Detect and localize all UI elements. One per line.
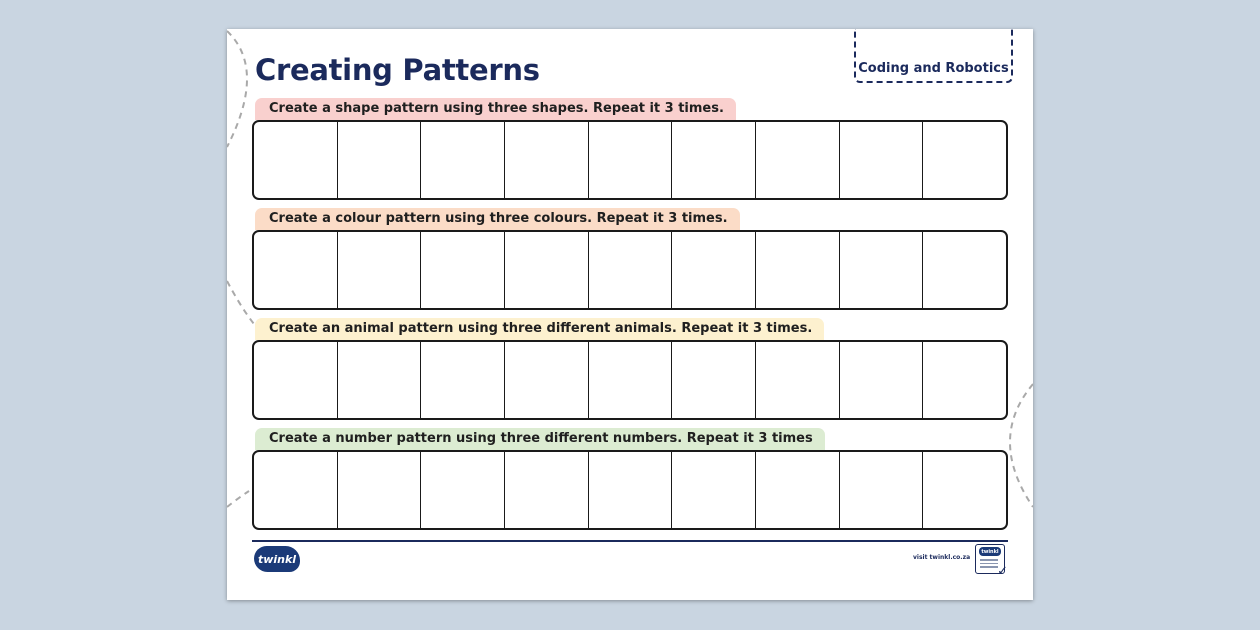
instruction-label: Create a colour pattern using three colours. Repeat it 3 times. bbox=[255, 208, 740, 230]
instruction-label: Create a number pattern using three different numbers. Repeat it 3 times bbox=[255, 428, 825, 450]
answer-box[interactable] bbox=[338, 342, 422, 418]
answer-box[interactable] bbox=[923, 122, 1006, 198]
answer-box[interactable] bbox=[589, 232, 673, 308]
answer-box[interactable] bbox=[672, 232, 756, 308]
answer-box[interactable] bbox=[756, 122, 840, 198]
answer-box[interactable] bbox=[338, 232, 422, 308]
answer-box[interactable] bbox=[338, 452, 422, 528]
answer-box-strip bbox=[252, 340, 1008, 420]
visit-website-text: visit twinkl.co.za bbox=[913, 554, 971, 561]
answer-box[interactable] bbox=[421, 452, 505, 528]
answer-box[interactable] bbox=[421, 342, 505, 418]
pattern-row-animal bbox=[252, 317, 1008, 420]
footer-divider bbox=[252, 540, 1008, 542]
answer-box-strip bbox=[252, 450, 1008, 530]
answer-box[interactable] bbox=[923, 342, 1006, 418]
page-title: Creating Patterns bbox=[255, 53, 540, 87]
answer-box[interactable] bbox=[756, 232, 840, 308]
answer-box[interactable] bbox=[672, 122, 756, 198]
answer-box[interactable] bbox=[254, 232, 338, 308]
answer-box[interactable] bbox=[840, 122, 924, 198]
answer-box[interactable] bbox=[589, 342, 673, 418]
answer-box[interactable] bbox=[505, 122, 589, 198]
answer-box[interactable] bbox=[254, 122, 338, 198]
badge-lines-decoration bbox=[980, 559, 998, 569]
answer-box[interactable] bbox=[923, 232, 1006, 308]
checkmark-icon: ✓ bbox=[997, 564, 1008, 579]
twinkl-logo: twinkl bbox=[254, 546, 300, 572]
answer-box[interactable] bbox=[756, 342, 840, 418]
answer-box[interactable] bbox=[505, 232, 589, 308]
answer-box[interactable] bbox=[505, 342, 589, 418]
answer-box[interactable] bbox=[505, 452, 589, 528]
answer-box[interactable] bbox=[672, 342, 756, 418]
pattern-row-colour bbox=[252, 207, 1008, 310]
answer-box[interactable] bbox=[254, 342, 338, 418]
badge-logo-text: twinkl bbox=[979, 547, 1001, 556]
answer-box-strip bbox=[252, 120, 1008, 200]
answer-box[interactable] bbox=[840, 452, 924, 528]
answer-box[interactable] bbox=[672, 452, 756, 528]
answer-box[interactable] bbox=[923, 452, 1006, 528]
pattern-row-shape bbox=[252, 97, 1008, 200]
answer-box[interactable] bbox=[756, 452, 840, 528]
answer-box[interactable] bbox=[254, 452, 338, 528]
worksheet-page bbox=[227, 29, 1033, 600]
answer-box[interactable] bbox=[589, 122, 673, 198]
answer-box[interactable] bbox=[421, 232, 505, 308]
instruction-label: Create a shape pattern using three shapes. Repeat it 3 times. bbox=[255, 98, 736, 120]
answer-box[interactable] bbox=[421, 122, 505, 198]
answer-box-strip bbox=[252, 230, 1008, 310]
answer-box[interactable] bbox=[840, 342, 924, 418]
pattern-row-number bbox=[252, 427, 1008, 530]
topic-tag: Coding and Robotics bbox=[854, 29, 1013, 83]
twinkl-quality-badge-icon bbox=[975, 544, 1008, 579]
answer-box[interactable] bbox=[338, 122, 422, 198]
instruction-label: Create an animal pattern using three different animals. Repeat it 3 times. bbox=[255, 318, 824, 340]
answer-box[interactable] bbox=[589, 452, 673, 528]
answer-box[interactable] bbox=[840, 232, 924, 308]
